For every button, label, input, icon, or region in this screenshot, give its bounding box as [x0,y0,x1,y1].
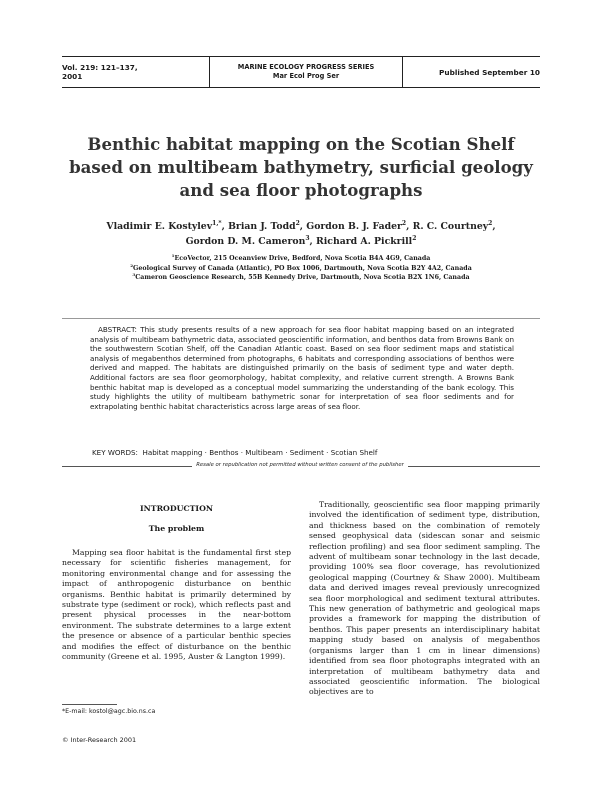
resale-notice: Resale or republication not permitted without written consent of the publisher [0,462,600,468]
author-name: Gordon B. J. Fader [306,221,402,232]
left-column [62,548,291,662]
journal-header [62,56,540,88]
title-line: based on multibeam bathymetry, surficial geology [69,157,533,177]
affiliation: $^2$Geological Survey of Canada (Atlantic), PO Box 1006, Dartmouth, Nova Scotia B2Y 4A2, Canada [130,262,472,272]
author-affil-mark: 3 [305,234,310,242]
keywords [92,448,532,457]
keywords-label: KEY WORDS: [92,448,138,457]
journal-name-box [209,57,403,87]
journal-name: MARINE ECOLOGY PROGRESS SERIES [237,63,375,71]
publication-date: Published September 10 [439,67,540,77]
author-affil-mark: 2 [295,219,300,227]
abstract [90,325,514,411]
copyright: © Inter-Research 2001 [62,736,137,744]
footnote-rule [62,704,117,705]
paper-title [60,133,542,202]
title-line: Benthic habitat mapping on the Scotian Shelf [87,134,515,154]
body-paragraph: Traditionally, geoscientific sea floor mapping primarily involved the identification of sediment type, distribution, and thickness based on the combination of remotely sensed geophysical data (sidescan sonar and seismic reflection profiling) and sea floor sediment sampling. The advent of multibeam sonar technology in the last decade, providing 100% sea floor coverage, has revolutionized geological mapping (Courtney & Shaw 2000). Multibeam data and derived images reveal previously unrecognized sea floor morphological and sediment textural attributes. This new generation of bathymetric and geological maps provides a framework for mapping the distribution of benthos. This paper presents an interdisciplinary habitat mapping study based on analysis of megabenthos (organisms larger than 1 cm in linear dimensions) identified from sea floor photographs integrated with an interpretation of multibeam bathymetry data and associated geoscientific information. The biological objectives are to [309,500,540,697]
author-affil-mark: 1,* [212,219,222,227]
affiliations [60,254,542,283]
author-affil-mark: 2 [412,234,417,242]
author-name: Gordon D. M. Cameron [185,236,306,247]
affiliation: $^1$EcoVector, 215 Oceanview Drive, Bedford, Nova Scotia B4A 4G9, Canada [171,252,431,262]
author-name: R. C. Courtney [412,221,489,232]
author-affil-mark: 2 [488,219,493,227]
right-column [309,500,540,698]
author-name: Brian J. Todd [228,221,296,232]
body-paragraph: Mapping sea floor habitat is the fundamental first step necessary for scientific fisheries management, for monitoring environmental change and for assessing the impact of anthropogenic disturbance on benthic organisms. Benthic habitat is primarily determined by substrate type (sediment or rock), which reflects past and present physical processes in the near-bottom environment. The substrate determines to a large extent the presence or absence of a particular benthic species and modifies the effect of disturbance on the benthic community (Greene et al. 1995, Auster & Langton 1999). [62,548,291,662]
volume-info: Vol. 219: 121–137, 2001 [62,63,138,81]
footnote-email: *E-mail: kostol@agc.bio.ns.ca [62,708,156,715]
journal-short-name: Mar Ecol Prog Ser [272,72,340,80]
keywords-text: Habitat mapping · Benthos · Multibeam · Sediment · Scotian Shelf [142,448,378,457]
author-list: Vladimir E. Kostylev$^{1,*}$, Brian J. Todd$^2$, Gordon B. J. Fader$^2$, R. C. Courtney$^2$, Gordon D. M. Cameron$^3$, Richard A. Pickrill$^2$ [106,219,496,247]
author-name: Richard A. Pickrill [316,236,413,247]
affiliation: $^3$Cameron Geoscience Research, 55B Kennedy Drive, Dartmouth, Nova Scotia B2X 1N6, Canada [132,271,470,281]
abstract-text: This study presents results of a new approach for sea floor habitat mapping based on an integrated analysis of multibeam bathymetric data, associated geoscientific information, and benthos data from Browns Bank on the southwestern Scotian Shelf, off the Canadian Atlantic coast. Based on sea floor sediment maps and statistical analysis of megabenthos determined from photographs, 6 habitats and corresponding associations of benthos were derived and mapped. The habitats are distinguished primarily on the basis of sediment type and water depth. Additional factors are sea floor geomorphology, habitat complexity, and relative current strength. A Browns Bank benthic habitat map is developed as a conceptual model summarizing the understanding of the bank ecology. This study highlights the utility of multibeam bathymetric sonar for interpretation of sea floor sediments and for extrapolating benthic habitat characteristics across large areas of sea floor. [90,325,514,411]
abstract-label: ABSTRACT: [98,325,137,334]
author-affil-mark: 2 [401,219,407,227]
subsection-heading: The problem [148,524,205,533]
title-line: and sea floor photographs [179,180,423,200]
section-heading: INTRODUCTION [140,504,213,513]
author-name: Vladimir E. Kostylev [106,221,213,232]
